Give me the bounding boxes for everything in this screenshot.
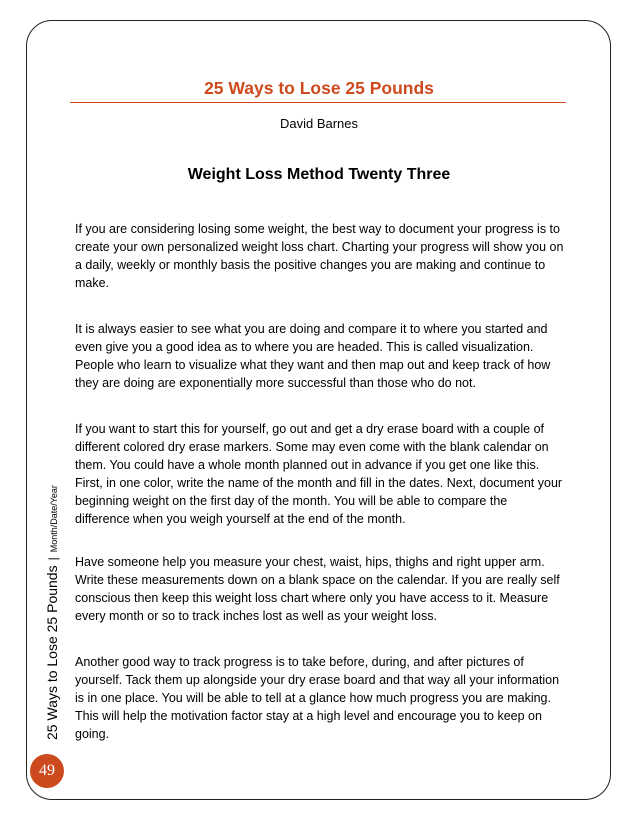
paragraph-1: If you are considering losing some weight, the best way to document your progress is to create your own personalized weight loss chart. Charting your progress will show you on a daily, weekly or monthly basis the positive changes you are making and continue to make.: [75, 222, 564, 290]
page-number: 49: [39, 762, 55, 779]
title-divider: [70, 102, 566, 103]
sidebar-date-label: Month/Date/Year: [49, 485, 59, 553]
section-heading: Weight Loss Method Twenty Three: [187, 166, 451, 183]
sidebar-book-title: 25 Ways to Lose 25 Pounds: [44, 565, 60, 740]
paragraph-3: If you want to start this for yourself, go out and get a dry erase board with a couple of different colored dry erase markers. Some may even come with the blank calendar on them. You could have a whole month planned out in advance if you get one like this. First, in one color, write the name of the month and fill in the dates. Next, document your beginning weight on the first day of the month. You will be able to compare the difference when you weigh yourself at the end of the month.: [75, 422, 563, 526]
paragraph-5: Another good way to track progress is to take before, during, and after pictures of yourself. Tack them up alongside your dry erase board and that way all your information is in one place. You will be able to tell at a glance how much progress you are making. This will help the motivation factor stay at a high level and encourage you to keep on going.: [75, 655, 560, 741]
sidebar-separator: |: [46, 557, 60, 561]
document-title: 25 Ways to Lose 25 Pounds: [204, 78, 434, 98]
paragraph-4: Have someone help you measure your chest, waist, hips, thighs and right upper arm. Write these measurements down on a blank space on the calendar. If you are really self conscious then keep this weight loss chart where only you have access to it. Measure every month or so to track inches lost as well as your weight loss.: [75, 555, 560, 623]
page-number-badge: [30, 754, 64, 788]
sidebar-running-header: [44, 485, 60, 740]
paragraph-2: It is always easier to see what you are doing and compare it to where you started and even give you a good idea as to where you are headed. This is called visualization. People who learn to visualize what they want and then map out and keep track of how they are doing are exponentially more successful than those who do not.: [75, 322, 551, 390]
author-name: David Barnes: [279, 116, 359, 131]
